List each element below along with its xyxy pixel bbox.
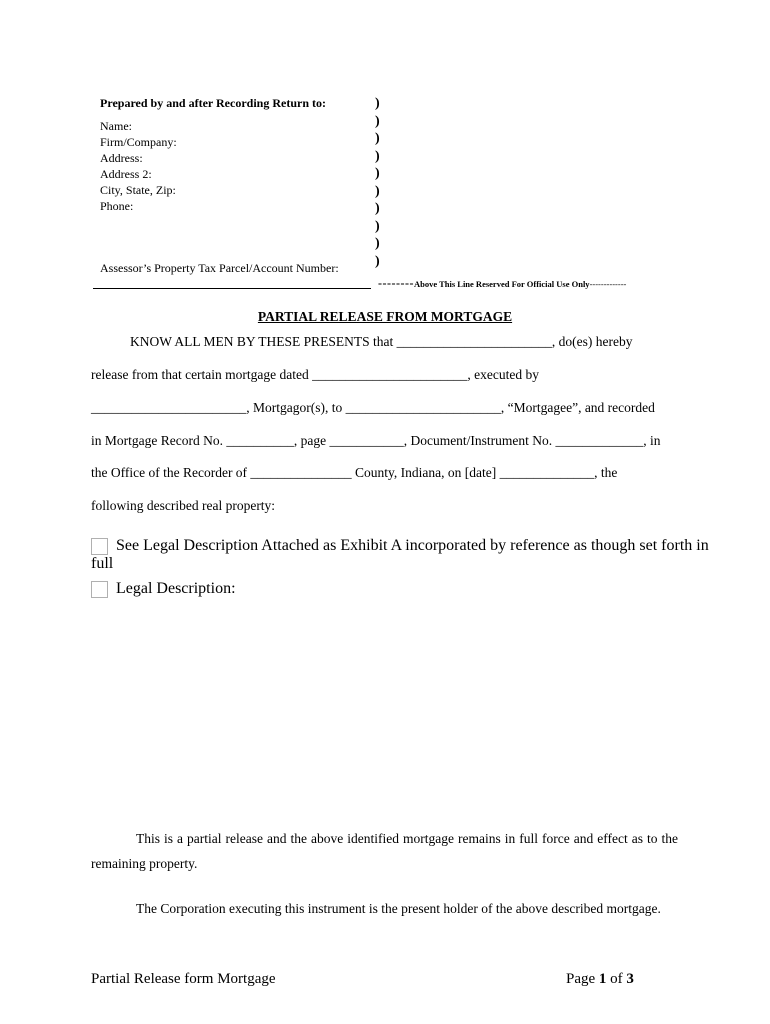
field-name-label: Name: bbox=[100, 119, 132, 133]
paren: ) bbox=[375, 218, 380, 234]
page-total: 3 bbox=[626, 971, 634, 987]
page-word: Page bbox=[566, 971, 596, 987]
of-word: of bbox=[610, 971, 623, 987]
field-phone-label: Phone: bbox=[100, 199, 134, 213]
field-address2-label: Address 2: bbox=[100, 167, 152, 181]
paren: ) bbox=[375, 201, 380, 216]
paren: ) bbox=[375, 253, 380, 269]
official-use-notice bbox=[378, 276, 626, 291]
paren: ) bbox=[375, 183, 380, 199]
paren: ) bbox=[375, 236, 380, 251]
exhibit-a-label-wrap: full bbox=[91, 555, 114, 572]
body-line-5: the Office of the Recorder of _______________ County, Indiana, on [date] ______________, the bbox=[91, 465, 618, 480]
paren: ) bbox=[375, 96, 380, 111]
reserved-tail: ------------- bbox=[589, 279, 627, 289]
page-current: 1 bbox=[598, 971, 607, 987]
paren: ) bbox=[375, 166, 380, 181]
reserved-dashes: -------- bbox=[378, 276, 414, 290]
exhibit-a-checkbox[interactable] bbox=[91, 538, 108, 555]
parcel-number-line bbox=[93, 288, 371, 289]
legal-description-option bbox=[91, 580, 236, 598]
body-line-4: in Mortgage Record No. __________, page ___________, Document/Instrument No. _____________, in bbox=[91, 433, 661, 448]
paren: ) bbox=[375, 148, 380, 164]
body-line-3: _______________________, Mortgagor(s), to _______________________, “Mortgagee”, and recorded bbox=[91, 400, 655, 415]
paren-column bbox=[375, 95, 385, 270]
reserved-text: Above This Line Reserved For Official Use Only bbox=[413, 279, 590, 289]
paren: ) bbox=[375, 131, 380, 146]
legal-description-checkbox[interactable] bbox=[91, 581, 108, 598]
legal-description-label: Legal Description: bbox=[116, 580, 236, 597]
exhibit-a-option bbox=[91, 537, 709, 555]
field-address-label: Address: bbox=[100, 151, 143, 165]
body-line-6: following described real property: bbox=[91, 498, 276, 513]
field-city-state-zip-label: City, State, Zip: bbox=[100, 183, 176, 197]
corporation-paragraph: The Corporation executing this instrument is the present holder of the above described mortgage. bbox=[136, 901, 661, 916]
return-fields bbox=[100, 118, 177, 214]
footer-title: Partial Release form Mortgage bbox=[91, 971, 276, 987]
document-title: PARTIAL RELEASE FROM MORTGAGE bbox=[257, 309, 513, 324]
body-line-1: KNOW ALL MEN BY THESE PRESENTS that _______________________, do(es) hereby bbox=[130, 334, 633, 349]
prepared-by-heading: Prepared by and after Recording Return to: bbox=[100, 96, 326, 110]
assessor-parcel-label: Assessor’s Property Tax Parcel/Account Number: bbox=[100, 261, 339, 275]
field-firm-label: Firm/Company: bbox=[100, 135, 177, 149]
exhibit-a-label: See Legal Description Attached as Exhibit A incorporated by reference as though set forth in bbox=[116, 537, 709, 554]
paren: ) bbox=[375, 113, 380, 129]
body-line-2: release from that certain mortgage dated _______________________, executed by bbox=[91, 367, 539, 382]
partial-release-paragraph: This is a partial release and the above identified mortgage remains in full force and effect as to the remaining property. bbox=[91, 831, 678, 871]
page-number bbox=[566, 971, 634, 988]
